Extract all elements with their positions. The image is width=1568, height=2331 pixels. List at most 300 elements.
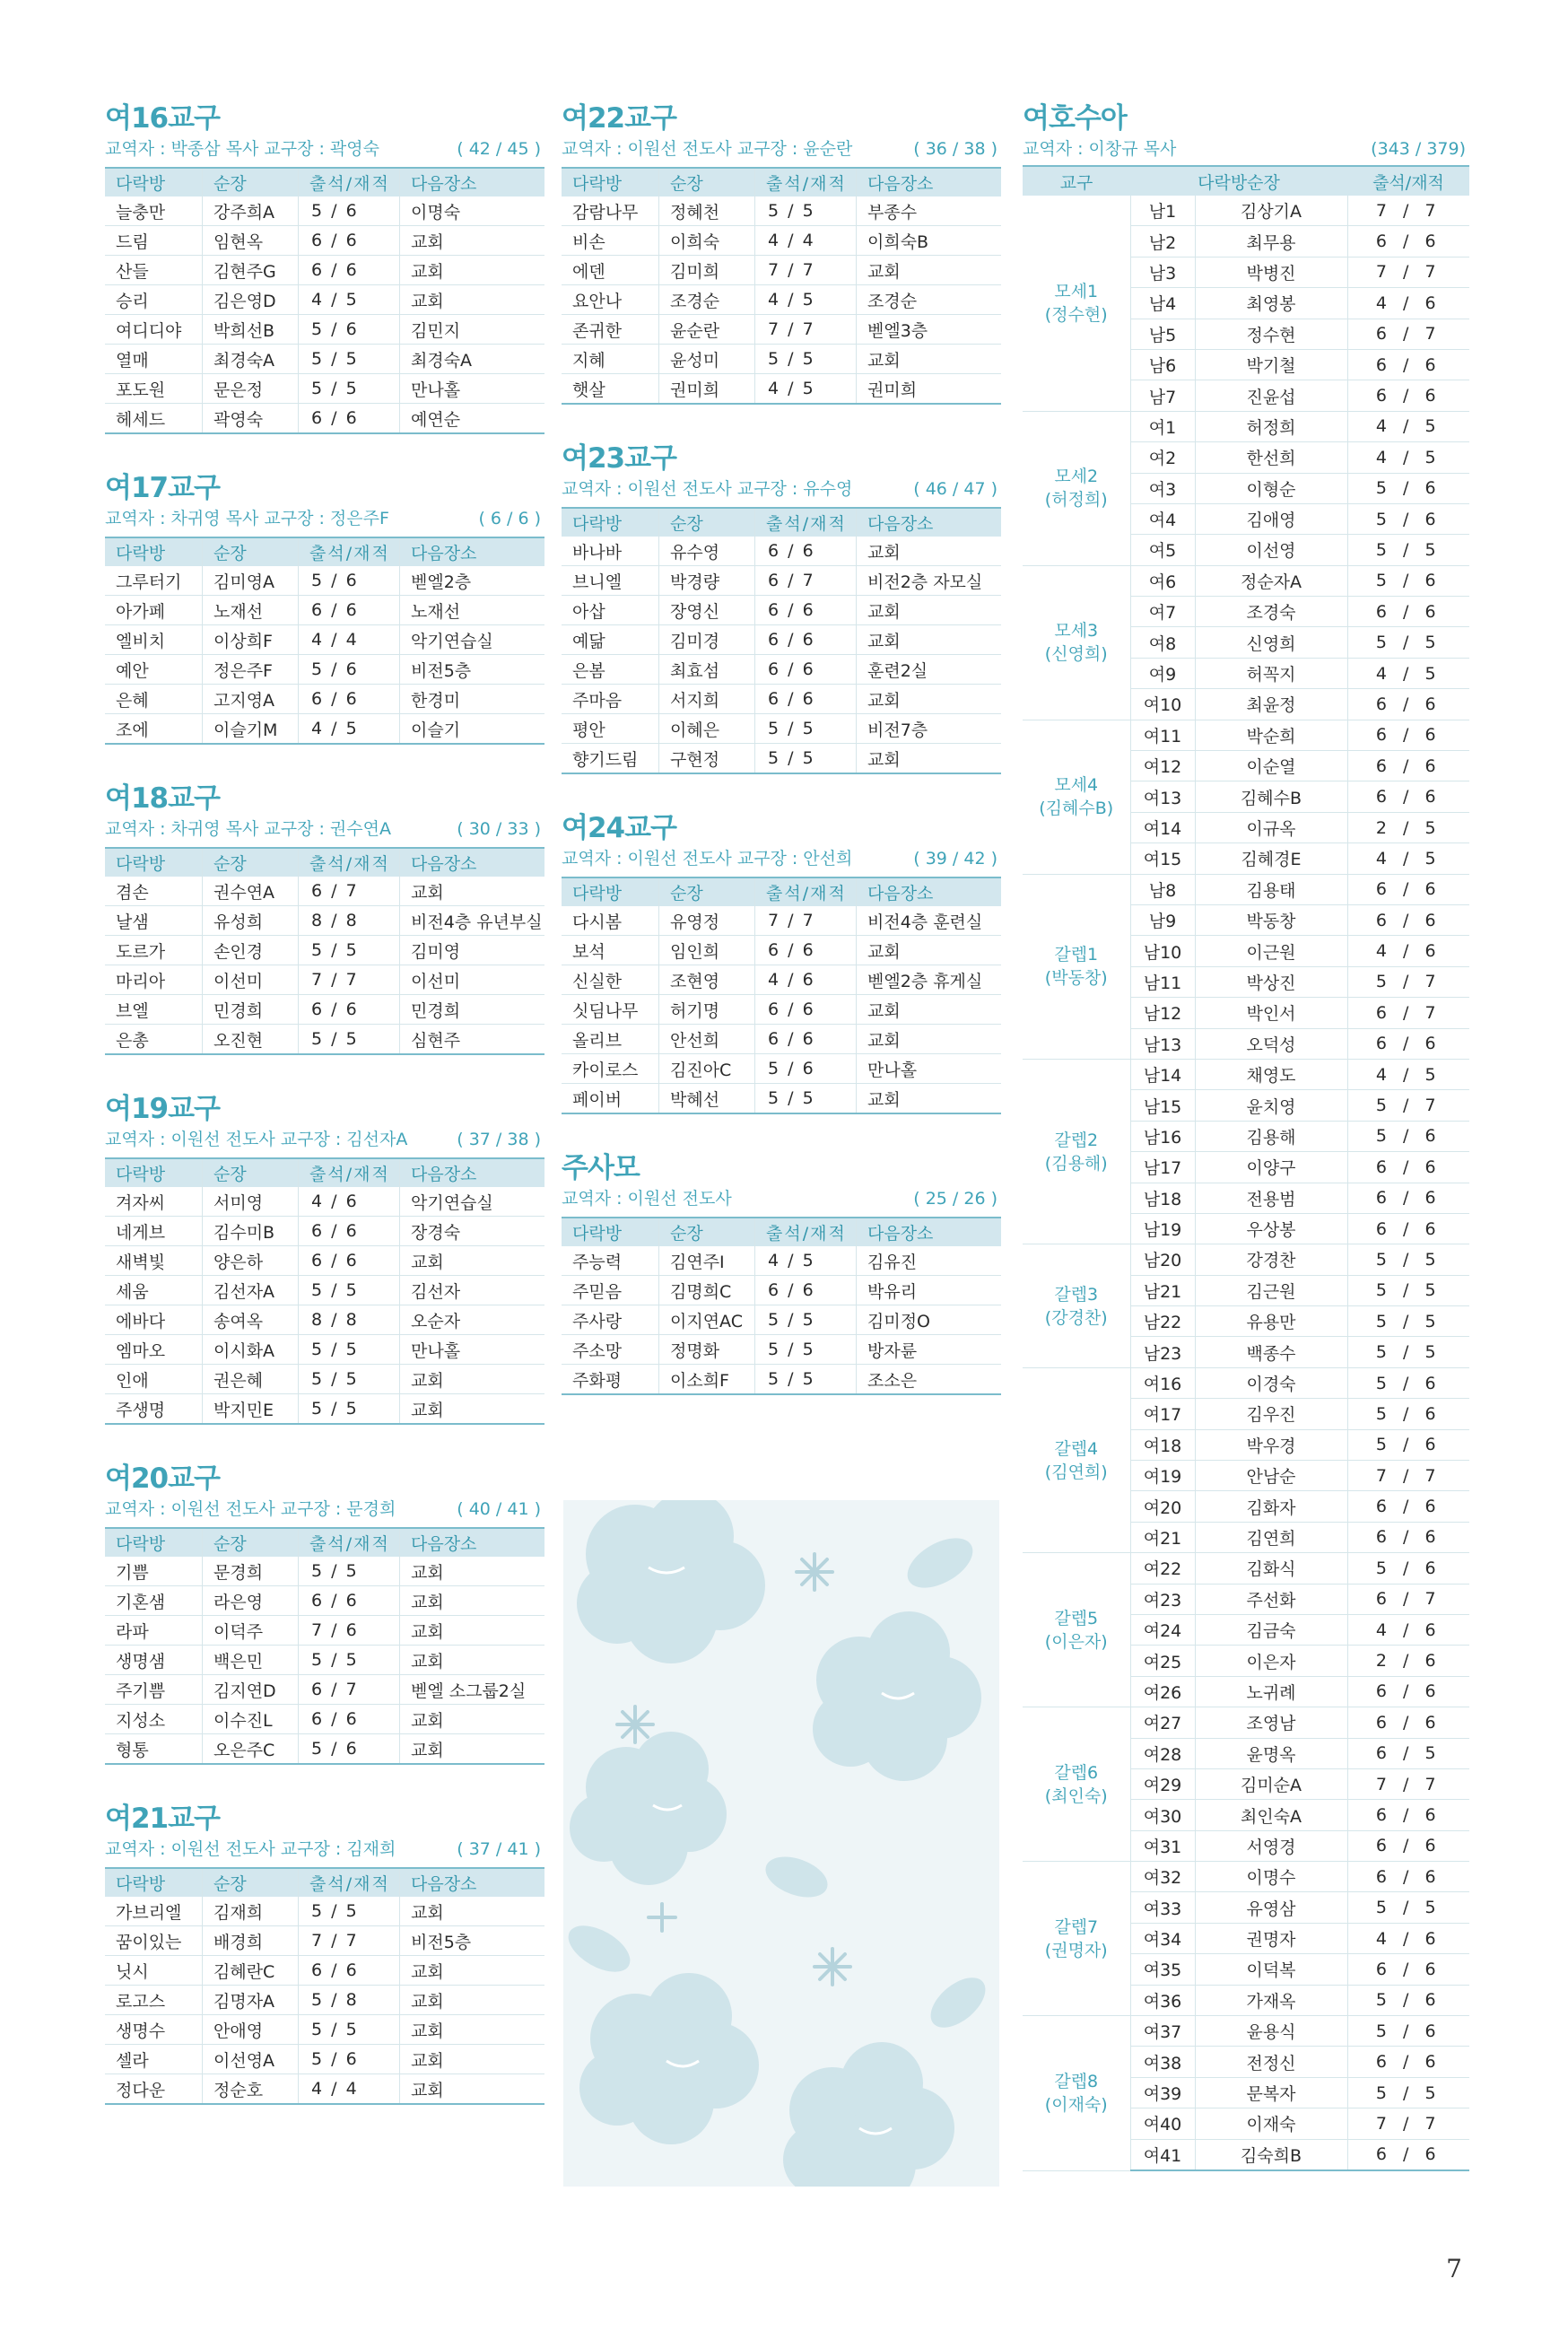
class-cell: 여38	[1130, 2047, 1195, 2077]
table-cell: 브엘	[105, 995, 203, 1025]
table-cell: 5 / 6	[299, 566, 400, 596]
table-cell: 가브리엘	[105, 1897, 203, 1926]
group-header-row	[105, 1868, 544, 1897]
table-cell: 김민지	[400, 315, 545, 345]
table-cell: 5 / 5	[299, 936, 400, 965]
table-cell: 이지연AC	[659, 1305, 755, 1335]
table-cell: 예안	[105, 655, 203, 685]
table-cell: 박경량	[659, 566, 755, 596]
youth-header-district: 교구	[1023, 166, 1130, 196]
table-row	[562, 625, 1001, 655]
district-cell	[1023, 1244, 1130, 1368]
leader-cell: 백종수	[1195, 1337, 1347, 1367]
group-header-cell: 순장	[659, 168, 755, 196]
leader-cell: 이명수	[1195, 1862, 1347, 1892]
table-cell: 지혜	[562, 345, 659, 374]
table-row	[105, 315, 544, 345]
table-cell: 8 / 8	[299, 1305, 400, 1335]
district-name: 갈렙3	[1054, 1284, 1099, 1305]
table-cell: 5 / 5	[299, 374, 400, 404]
table-cell: 예연순	[400, 404, 545, 434]
group-header-cell: 다락방	[105, 537, 203, 566]
table-cell: 5 / 6	[755, 1054, 857, 1084]
table-cell: 네게브	[105, 1217, 203, 1246]
table-row	[562, 256, 1001, 285]
table-cell: 아삽	[562, 596, 659, 625]
table-cell: 6 / 6	[299, 1586, 400, 1616]
leader-cell: 박병진	[1195, 257, 1347, 287]
table-cell: 6 / 7	[755, 566, 857, 596]
attendance-cell: 5 / 6	[1347, 1367, 1469, 1398]
class-cell: 여12	[1130, 751, 1195, 781]
group-header-cell: 다음장소	[857, 508, 1002, 537]
table-cell: 박유리	[857, 1276, 1002, 1305]
youth-count: (343 / 379)	[1371, 139, 1466, 159]
class-cell: 남10	[1130, 936, 1195, 966]
table-cell: 이희숙B	[857, 226, 1002, 256]
group-section	[562, 100, 1001, 405]
table-cell: 승리	[105, 285, 203, 315]
leader-cell: 최영봉	[1195, 288, 1347, 319]
table-cell: 교회	[400, 1557, 545, 1586]
class-cell: 남2	[1130, 226, 1195, 257]
attendance-cell: 5 / 5	[1347, 627, 1469, 658]
leader-cell: 박상진	[1195, 966, 1347, 997]
table-cell: 8 / 8	[299, 906, 400, 936]
district-name: 갈렙4	[1054, 1438, 1099, 1459]
table-cell: 교회	[400, 1705, 545, 1734]
attendance-cell: 6 / 6	[1347, 2047, 1469, 2077]
table-cell: 박혜선	[659, 1084, 755, 1114]
table-cell: 교회	[857, 1025, 1002, 1054]
table-cell: 주마음	[562, 685, 659, 714]
group-title: 주사모	[562, 1152, 640, 1184]
leader-cell: 오덕성	[1195, 1028, 1347, 1059]
table-cell: 손인경	[203, 936, 299, 965]
table-cell: 교회	[400, 1365, 545, 1394]
attendance-cell: 4 / 6	[1347, 1614, 1469, 1645]
class-cell: 여18	[1130, 1429, 1195, 1460]
group-title: 여24교구	[562, 812, 676, 844]
table-cell: 5 / 5	[299, 2015, 400, 2045]
table-cell: 6 / 6	[755, 995, 857, 1025]
class-cell: 남6	[1130, 349, 1195, 380]
table-row	[105, 2015, 544, 2045]
group-minister: 교역자 : 박종삼 목사 교구장 : 곽영숙	[105, 139, 379, 159]
table-row	[105, 1986, 544, 2015]
leader-cell: 김우진	[1195, 1399, 1347, 1429]
leader-cell: 전정신	[1195, 2047, 1347, 2077]
leader-cell: 허정희	[1195, 411, 1347, 441]
leader-cell: 최인숙A	[1195, 1800, 1347, 1830]
class-cell: 여39	[1130, 2077, 1195, 2108]
table-cell: 6 / 6	[755, 655, 857, 685]
class-cell: 남17	[1130, 1152, 1195, 1183]
table-cell: 조에	[105, 714, 203, 745]
group-header-cell: 순장	[203, 848, 299, 877]
table-cell: 박지민E	[203, 1394, 299, 1425]
district-leader: (이재숙)	[1044, 2094, 1108, 2115]
leader-cell: 채영도	[1195, 1059, 1347, 1089]
leader-cell: 김금숙	[1195, 1614, 1347, 1645]
class-cell: 여25	[1130, 1646, 1195, 1676]
district-leader: (김용해)	[1044, 1153, 1108, 1174]
group-header-cell: 다음장소	[400, 848, 545, 877]
table-cell: 주능력	[562, 1246, 659, 1276]
table-cell: 4 / 4	[755, 226, 857, 256]
district-cell	[1023, 1553, 1130, 1707]
table-row	[105, 1025, 544, 1055]
table-cell: 비전7층	[857, 714, 1002, 744]
table-cell: 김선자A	[203, 1276, 299, 1305]
attendance-cell: 5 / 5	[1347, 1275, 1469, 1305]
leader-cell: 이규옥	[1195, 812, 1347, 842]
flower-pattern-illustration	[563, 1500, 999, 2187]
table-cell: 교회	[400, 1956, 545, 1986]
leader-cell: 한선희	[1195, 442, 1347, 473]
table-cell: 문은정	[203, 374, 299, 404]
table-cell: 주소망	[562, 1335, 659, 1365]
group-minister: 교역자 : 이원선 전도사 교구장 : 안선희	[562, 849, 853, 869]
attendance-cell: 6 / 6	[1347, 751, 1469, 781]
district-leader: (정수현)	[1044, 304, 1108, 325]
table-cell: 헤세드	[105, 404, 203, 434]
table-cell: 교회	[400, 2015, 545, 2045]
table-row	[105, 685, 544, 714]
attendance-cell: 5 / 6	[1347, 1121, 1469, 1151]
table-cell: 5 / 5	[755, 1335, 857, 1365]
table-cell: 드림	[105, 226, 203, 256]
table-row	[562, 1246, 1001, 1276]
table-cell: 김미영A	[203, 566, 299, 596]
group-header-cell: 다음장소	[400, 168, 545, 196]
group-table	[105, 1527, 544, 1765]
leader-cell: 권명자	[1195, 1923, 1347, 1953]
attendance-cell: 6 / 6	[1347, 1152, 1469, 1183]
table-cell: 햇살	[562, 374, 659, 405]
table-cell: 존귀한	[562, 315, 659, 345]
leader-cell: 허꼭지	[1195, 658, 1347, 688]
group-minister: 교역자 : 이원선 전도사	[562, 1189, 732, 1209]
table-cell: 6 / 6	[755, 537, 857, 566]
district-name: 모세1	[1054, 281, 1099, 301]
table-cell: 엘비치	[105, 625, 203, 655]
district-leader: (김혜수B)	[1039, 799, 1114, 819]
group-section	[105, 100, 544, 434]
district-cell	[1023, 1862, 1130, 2016]
class-cell: 여36	[1130, 1985, 1195, 2015]
table-row	[562, 1365, 1001, 1395]
table-row	[562, 995, 1001, 1025]
group-table	[105, 847, 544, 1055]
table-row	[105, 1187, 544, 1217]
table-cell: 은봄	[562, 655, 659, 685]
table-row	[1023, 1707, 1469, 1738]
group-header-row	[105, 848, 544, 877]
leader-cell: 김연희	[1195, 1522, 1347, 1552]
group-header-row	[105, 537, 544, 566]
group-count: ( 46 / 47 )	[913, 479, 997, 499]
table-row	[562, 1276, 1001, 1305]
class-cell: 여29	[1130, 1768, 1195, 1799]
group-header-row	[105, 168, 544, 196]
table-cell: 이선미	[203, 965, 299, 995]
district-name: 갈렙1	[1054, 945, 1099, 965]
attendance-cell: 6 / 6	[1347, 1522, 1469, 1552]
class-cell: 여10	[1130, 689, 1195, 720]
class-cell: 여17	[1130, 1399, 1195, 1429]
class-cell: 여30	[1130, 1800, 1195, 1830]
youth-subtitle	[1023, 136, 1469, 162]
group-header-cell: 출석/재적	[299, 848, 400, 877]
district-name: 갈렙6	[1054, 1762, 1099, 1783]
table-cell: 교회	[400, 1586, 545, 1616]
table-cell: 악기연습실	[400, 625, 545, 655]
youth-title: 여호수아	[1023, 102, 1127, 135]
table-row	[562, 596, 1001, 625]
class-cell: 남13	[1130, 1028, 1195, 1059]
table-cell: 문경희	[203, 1557, 299, 1586]
attendance-cell: 7 / 7	[1347, 2108, 1469, 2139]
class-cell: 여5	[1130, 535, 1195, 565]
group-subtitle	[105, 136, 544, 162]
table-row	[562, 685, 1001, 714]
leader-cell: 윤용식	[1195, 2016, 1347, 2047]
table-cell: 카이로스	[562, 1054, 659, 1084]
table-row	[105, 1276, 544, 1305]
table-cell: 노재선	[400, 596, 545, 625]
table-cell: 이선미	[400, 965, 545, 995]
table-row	[105, 1335, 544, 1365]
table-cell: 구현정	[659, 744, 755, 774]
group-minister: 교역자 : 이원선 전도사 교구장 : 윤순란	[562, 139, 853, 159]
table-cell: 만나홀	[857, 1054, 1002, 1084]
group-table	[105, 167, 544, 434]
district-name: 모세3	[1054, 621, 1099, 642]
table-cell: 교회	[400, 285, 545, 315]
attendance-cell: 7 / 7	[1347, 257, 1469, 287]
table-cell: 김진아C	[659, 1054, 755, 1084]
group-subtitle	[105, 1497, 544, 1522]
table-cell: 교회	[400, 256, 545, 285]
table-cell: 4 / 5	[299, 714, 400, 745]
table-cell: 오순자	[400, 1305, 545, 1335]
class-cell: 남14	[1130, 1059, 1195, 1089]
group-section	[105, 781, 544, 1055]
attendance-cell: 7 / 7	[1347, 196, 1469, 226]
leader-cell: 김화자	[1195, 1491, 1347, 1522]
group-header-cell: 다락방	[105, 1158, 203, 1187]
table-cell: 7 / 7	[755, 315, 857, 345]
table-cell: 5 / 5	[755, 1305, 857, 1335]
youth-header-attendance: 출석/재적	[1347, 166, 1469, 196]
table-row	[105, 1734, 544, 1765]
table-row	[1023, 720, 1469, 750]
class-cell: 여40	[1130, 2108, 1195, 2139]
table-cell: 김명자A	[203, 1986, 299, 2015]
district-name: 갈렙2	[1054, 1130, 1099, 1150]
table-cell: 꿈이있는	[105, 1926, 203, 1956]
table-cell: 김명희C	[659, 1276, 755, 1305]
leader-cell: 박기철	[1195, 349, 1347, 380]
attendance-cell: 4 / 5	[1347, 843, 1469, 874]
attendance-cell: 5 / 6	[1347, 1553, 1469, 1584]
leader-cell: 전용범	[1195, 1183, 1347, 1213]
table-cell: 교회	[400, 1616, 545, 1646]
table-cell: 6 / 6	[299, 596, 400, 625]
group-header-cell: 다락방	[562, 1218, 659, 1246]
leader-cell: 김화식	[1195, 1553, 1347, 1584]
table-cell: 교회	[400, 1986, 545, 2015]
attendance-cell: 5 / 6	[1347, 1399, 1469, 1429]
leader-cell: 김애영	[1195, 503, 1347, 534]
table-row	[562, 285, 1001, 315]
table-cell: 만나홀	[400, 1335, 545, 1365]
table-row	[105, 345, 544, 374]
district-leader: (박동창)	[1044, 968, 1108, 989]
table-cell: 올리브	[562, 1025, 659, 1054]
leader-cell: 노귀례	[1195, 1676, 1347, 1707]
class-cell: 여23	[1130, 1584, 1195, 1614]
table-cell: 안애영	[203, 2015, 299, 2045]
table-cell: 유영정	[659, 906, 755, 936]
district-leader: (최인숙)	[1044, 1785, 1108, 1806]
table-cell: 5 / 6	[299, 655, 400, 685]
group-table	[105, 537, 544, 745]
group-subtitle	[562, 136, 1001, 162]
table-cell: 교회	[857, 537, 1002, 566]
leader-cell: 최무용	[1195, 226, 1347, 257]
table-row	[105, 1926, 544, 1956]
table-cell: 허기명	[659, 995, 755, 1025]
leader-cell: 신영희	[1195, 627, 1347, 658]
table-cell: 권미희	[857, 374, 1002, 405]
group-table	[562, 1217, 1001, 1395]
leader-cell: 우상봉	[1195, 1213, 1347, 1244]
class-cell: 남9	[1130, 904, 1195, 935]
table-cell: 6 / 6	[299, 256, 400, 285]
table-cell: 강주희A	[203, 196, 299, 226]
table-cell: 곽영숙	[203, 404, 299, 434]
district-cell	[1023, 1059, 1130, 1244]
group-count: ( 39 / 42 )	[913, 849, 997, 869]
table-row	[105, 1897, 544, 1926]
group-section	[562, 810, 1001, 1114]
page-number: 7	[1446, 2254, 1462, 2283]
column-left	[105, 100, 544, 2141]
table-row	[562, 1025, 1001, 1054]
table-cell: 김은영D	[203, 285, 299, 315]
group-title: 여17교구	[105, 472, 220, 504]
table-row	[1023, 411, 1469, 441]
group-table	[562, 877, 1001, 1114]
table-cell: 방자륜	[857, 1335, 1002, 1365]
class-cell: 여8	[1130, 627, 1195, 658]
class-cell: 여4	[1130, 503, 1195, 534]
table-cell: 민경희	[203, 995, 299, 1025]
leader-cell: 이재숙	[1195, 2108, 1347, 2139]
class-cell: 남19	[1130, 1213, 1195, 1244]
group-header-row	[562, 508, 1001, 537]
table-cell: 이혜은	[659, 714, 755, 744]
group-minister: 교역자 : 이원선 전도사 교구장 : 김재희	[105, 1839, 396, 1859]
table-cell: 교회	[857, 345, 1002, 374]
group-minister: 교역자 : 차귀영 목사 교구장 : 정은주F	[105, 509, 389, 528]
class-cell: 여32	[1130, 1862, 1195, 1892]
table-cell: 날샘	[105, 906, 203, 936]
table-row	[105, 936, 544, 965]
table-cell: 교회	[857, 596, 1002, 625]
table-row	[562, 714, 1001, 744]
table-cell: 감람나무	[562, 196, 659, 226]
table-cell: 주기쁨	[105, 1675, 203, 1705]
table-cell: 조현영	[659, 965, 755, 995]
group-subtitle	[105, 816, 544, 842]
table-cell: 보석	[562, 936, 659, 965]
table-cell: 최경숙A	[203, 345, 299, 374]
attendance-cell: 5 / 5	[1347, 1337, 1469, 1367]
attendance-cell: 6 / 7	[1347, 319, 1469, 349]
group-header-cell: 출석/재적	[299, 1528, 400, 1557]
table-cell: 6 / 6	[755, 1276, 857, 1305]
table-cell: 안선희	[659, 1025, 755, 1054]
group-table	[105, 1867, 544, 2105]
youth-header-leader: 다락방순장	[1130, 166, 1347, 196]
class-cell: 여3	[1130, 473, 1195, 503]
table-row	[562, 196, 1001, 226]
class-cell: 여20	[1130, 1491, 1195, 1522]
group-header-cell: 다음장소	[400, 1528, 545, 1557]
attendance-cell: 5 / 5	[1347, 1892, 1469, 1923]
table-cell: 이희숙	[659, 226, 755, 256]
attendance-cell: 7 / 7	[1347, 1461, 1469, 1491]
table-cell: 심현주	[400, 1025, 545, 1055]
table-cell: 서지희	[659, 685, 755, 714]
attendance-cell: 6 / 6	[1347, 1213, 1469, 1244]
class-cell: 남18	[1130, 1183, 1195, 1213]
table-cell: 5 / 5	[755, 714, 857, 744]
group-minister: 교역자 : 이원선 전도사 교구장 : 유수영	[562, 479, 853, 499]
group-header-cell: 순장	[659, 1218, 755, 1246]
group-header-cell: 다락방	[105, 168, 203, 196]
table-row	[105, 1217, 544, 1246]
table-row	[105, 566, 544, 596]
table-cell: 김미정O	[857, 1305, 1002, 1335]
table-cell: 5 / 5	[299, 1394, 400, 1425]
table-cell: 김수미B	[203, 1217, 299, 1246]
table-row	[1023, 1059, 1469, 1089]
table-cell: 닛시	[105, 1956, 203, 1986]
attendance-cell: 5 / 5	[1347, 2077, 1469, 2108]
attendance-cell: 4 / 6	[1347, 288, 1469, 319]
table-cell: 5 / 5	[755, 1365, 857, 1395]
attendance-cell: 6 / 6	[1347, 349, 1469, 380]
table-row	[105, 2074, 544, 2105]
table-cell: 부종수	[857, 196, 1002, 226]
class-cell: 여28	[1130, 1738, 1195, 1768]
group-header-cell: 순장	[203, 168, 299, 196]
table-cell: 4 / 5	[299, 285, 400, 315]
class-cell: 남3	[1130, 257, 1195, 287]
table-row	[1023, 1244, 1469, 1275]
table-cell: 이수진L	[203, 1705, 299, 1734]
group-count: ( 40 / 41 )	[457, 1499, 541, 1519]
table-cell: 민경희	[400, 995, 545, 1025]
class-cell: 여35	[1130, 1954, 1195, 1985]
leader-cell: 김상기A	[1195, 196, 1347, 226]
table-cell: 5 / 5	[299, 1335, 400, 1365]
attendance-cell: 5 / 5	[1347, 1244, 1469, 1275]
